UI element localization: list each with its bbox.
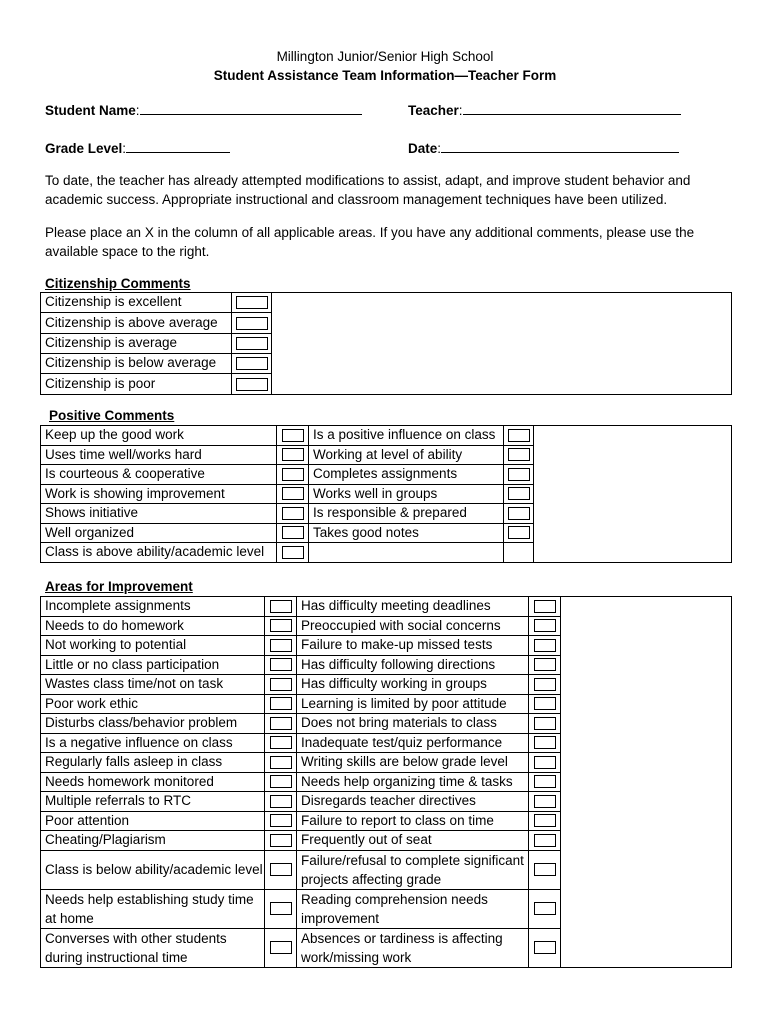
improvement-right-checkbox-cell [529,597,561,617]
positive-right-checkbox-cell [504,465,534,485]
improvement-right-checkbox[interactable] [534,795,556,808]
positive-left-label: Class is above ability/academic level [41,543,277,563]
improvement-title: Areas for Improvement [45,579,193,594]
improvement-right-label: Writing skills are below grade level [297,753,529,773]
improvement-left-label: Needs homework monitored [41,772,265,792]
citizenship-label: Citizenship is below average [41,353,232,373]
improvement-right-label: Has difficulty meeting deadlines [297,597,529,617]
improvement-right-checkbox[interactable] [534,736,556,749]
positive-right-checkbox-cell [504,523,534,543]
improvement-left-checkbox-cell [265,811,297,831]
positive-left-label: Is courteous & cooperative [41,465,277,485]
improvement-right-checkbox-cell [529,772,561,792]
school-name: Millington Junior/Senior High School [276,49,494,64]
positive-body [41,426,732,563]
improvement-right-checkbox[interactable] [534,717,556,730]
positive-left-checkbox[interactable] [282,448,304,461]
citizenship-checkbox-cell [232,353,272,373]
positive-right-checkbox[interactable] [508,429,530,442]
improvement-right-checkbox-cell [529,616,561,636]
positive-right-label: Is a positive influence on class [309,426,504,446]
positive-right-label: Completes assignments [309,465,504,485]
improvement-left-checkbox[interactable] [270,658,292,671]
positive-left-checkbox[interactable] [282,487,304,500]
improvement-right-label: Preoccupied with social concerns [297,616,529,636]
improvement-left-checkbox-cell [265,850,297,889]
improvement-right-label: Failure to make-up missed tests [297,636,529,656]
improvement-right-checkbox[interactable] [534,658,556,671]
citizenship-comments-area[interactable] [272,293,732,395]
positive-left-label: Well organized [41,523,277,543]
grade-level-row: Grade Level: [45,139,230,156]
positive-right-checkbox[interactable] [508,468,530,481]
improvement-left-checkbox-cell [265,792,297,812]
improvement-right-label: Failure/refusal to complete significant projects affecting grade [297,850,529,889]
form-title: Student Assistance Team Information—Teacher Form [213,68,557,83]
positive-comments-area[interactable] [534,426,732,563]
improvement-left-label: Is a negative influence on class [41,733,265,753]
improvement-left-checkbox-cell [265,928,297,967]
table-row [41,597,732,617]
positive-right-label: Is responsible & prepared [309,504,504,524]
improvement-right-checkbox-cell [529,655,561,675]
improvement-left-checkbox-cell [265,889,297,928]
grade-level-field[interactable] [126,139,230,153]
positive-left-checkbox-cell [277,445,309,465]
positive-left-checkbox-cell [277,523,309,543]
improvement-right-label: Learning is limited by poor attitude [297,694,529,714]
improvement-right-label: Reading comprehension needs improvement [297,889,529,928]
improvement-left-checkbox-cell [265,714,297,734]
positive-right-label: Takes good notes [309,523,504,543]
improvement-right-checkbox-cell [529,850,561,889]
intro-paragraph: To date, the teacher has already attempted modifications to assist, adapt, and improve student behavior and academic success. Appropriate instructional and classroom management techniques have been utilized. [45,173,691,207]
improvement-table [40,596,732,968]
student-name-label: Student Name [45,103,136,118]
improvement-left-checkbox-cell [265,831,297,851]
positive-left-checkbox-cell [277,465,309,485]
improvement-left-checkbox[interactable] [270,717,292,730]
improvement-left-label: Class is below ability/academic level [41,850,265,889]
improvement-right-checkbox[interactable] [534,941,556,954]
improvement-right-checkbox[interactable] [534,834,556,847]
improvement-left-checkbox[interactable] [270,941,292,954]
improvement-left-checkbox[interactable] [270,775,292,788]
grade-level-label: Grade Level [45,141,123,156]
improvement-left-checkbox-cell [265,616,297,636]
improvement-left-label: Needs to do homework [41,616,265,636]
improvement-right-label: Needs help organizing time & tasks [297,772,529,792]
improvement-left-label: Cheating/Plagiarism [41,831,265,851]
positive-left-checkbox[interactable] [282,429,304,442]
citizenship-checkbox[interactable] [236,357,268,370]
improvement-right-checkbox-cell [529,733,561,753]
positive-left-label: Uses time well/works hard [41,445,277,465]
improvement-left-label: Wastes class time/not on task [41,675,265,695]
improvement-left-checkbox-cell [265,597,297,617]
improvement-right-checkbox-cell [529,714,561,734]
positive-left-checkbox-cell [277,504,309,524]
improvement-right-checkbox-cell [529,753,561,773]
positive-right-label: Working at level of ability [309,445,504,465]
citizenship-label: Citizenship is poor [41,374,232,394]
improvement-left-checkbox-cell [265,753,297,773]
student-name-field[interactable] [140,101,362,115]
citizenship-label: Citizenship is above average [41,313,232,333]
positive-title: Positive Comments [49,408,175,423]
improvement-left-checkbox-cell [265,733,297,753]
improvement-right-checkbox[interactable] [534,863,556,876]
improvement-right-checkbox-cell [529,675,561,695]
table-row [41,426,732,446]
improvement-left-label: Needs help establishing study time at home [41,889,265,928]
positive-right-checkbox-cell [504,445,534,465]
improvement-left-label: Not working to potential [41,636,265,656]
improvement-right-checkbox-cell [529,811,561,831]
citizenship-label: Citizenship is average [41,333,232,353]
improvement-left-checkbox[interactable] [270,736,292,749]
positive-right-checkbox[interactable] [508,507,530,520]
improvement-left-checkbox[interactable] [270,639,292,652]
improvement-right-checkbox[interactable] [534,902,556,915]
citizenship-label: Citizenship is excellent [41,293,232,313]
date-field[interactable] [441,139,679,153]
improvement-left-checkbox[interactable] [270,795,292,808]
positive-left-checkbox[interactable] [282,546,304,559]
improvement-right-checkbox-cell [529,928,561,967]
improvement-left-checkbox-cell [265,772,297,792]
teacher-field[interactable] [463,101,681,115]
positive-left-checkbox-cell [277,484,309,504]
citizenship-table [40,292,732,395]
improvement-left-checkbox[interactable] [270,697,292,710]
date-row: Date: [408,139,679,156]
improvement-left-checkbox-cell [265,636,297,656]
improvement-left-checkbox[interactable] [270,600,292,613]
improvement-comments-area[interactable] [561,597,732,968]
citizenship-checkbox-cell [232,293,272,313]
improvement-right-checkbox[interactable] [534,697,556,710]
citizenship-checkbox[interactable] [236,317,268,330]
improvement-right-checkbox[interactable] [534,619,556,632]
positive-right-checkbox[interactable] [508,448,530,461]
improvement-right-checkbox-cell [529,694,561,714]
improvement-left-checkbox-cell [265,694,297,714]
improvement-right-checkbox[interactable] [534,639,556,652]
citizenship-checkbox-cell [232,374,272,394]
positive-left-label: Keep up the good work [41,426,277,446]
improvement-right-checkbox[interactable] [534,775,556,788]
improvement-right-label: Inadequate test/quiz performance [297,733,529,753]
improvement-right-checkbox[interactable] [534,678,556,691]
improvement-right-label: Disregards teacher directives [297,792,529,812]
citizenship-checkbox[interactable] [236,337,268,350]
improvement-body [41,597,732,968]
improvement-right-label: Absences or tardiness is affecting work/missing work [297,928,529,967]
positive-right-checkbox[interactable] [508,487,530,500]
improvement-right-checkbox[interactable] [534,600,556,613]
citizenship-checkbox-cell [232,333,272,353]
citizenship-title: Citizenship Comments [45,276,191,291]
improvement-right-label: Does not bring materials to class [297,714,529,734]
positive-left-label: Shows initiative [41,504,277,524]
improvement-left-checkbox[interactable] [270,814,292,827]
instructions-paragraph: Please place an X in the column of all applicable areas. If you have any additional comments, please use the available space to the right. [45,225,695,259]
positive-left-checkbox-cell [277,426,309,446]
citizenship-body [41,293,732,395]
improvement-right-checkbox[interactable] [534,756,556,769]
improvement-right-checkbox-cell [529,792,561,812]
improvement-left-checkbox[interactable] [270,834,292,847]
improvement-left-checkbox[interactable] [270,619,292,632]
teacher-label: Teacher [408,103,459,118]
positive-right-checkbox-cell [504,504,534,524]
improvement-left-label: Regularly falls asleep in class [41,753,265,773]
positive-left-checkbox-cell [277,543,309,563]
improvement-left-label: Disturbs class/behavior problem [41,714,265,734]
improvement-left-checkbox-cell [265,675,297,695]
student-name-row: Student Name: [45,101,362,118]
improvement-right-label: Has difficulty following directions [297,655,529,675]
improvement-left-label: Converses with other students during instructional time [41,928,265,967]
improvement-right-checkbox-cell [529,636,561,656]
improvement-right-label: Has difficulty working in groups [297,675,529,695]
improvement-right-label: Failure to report to class on time [297,811,529,831]
improvement-left-label: Little or no class participation [41,655,265,675]
improvement-left-checkbox-cell [265,655,297,675]
improvement-left-checkbox[interactable] [270,678,292,691]
improvement-left-label: Multiple referrals to RTC [41,792,265,812]
positive-right-checkbox-cell [504,426,534,446]
positive-right-label [309,543,504,563]
positive-right-checkbox-cell [504,484,534,504]
improvement-left-checkbox[interactable] [270,756,292,769]
positive-right-checkbox[interactable] [508,526,530,539]
positive-right-empty [504,543,534,563]
positive-table [40,425,732,563]
teacher-row: Teacher: [408,101,681,118]
positive-left-label: Work is showing improvement [41,484,277,504]
positive-left-checkbox[interactable] [282,507,304,520]
improvement-right-checkbox-cell [529,831,561,851]
citizenship-checkbox[interactable] [236,378,268,391]
positive-left-checkbox[interactable] [282,526,304,539]
improvement-left-checkbox[interactable] [270,902,292,915]
positive-right-label: Works well in groups [309,484,504,504]
improvement-left-label: Poor attention [41,811,265,831]
citizenship-checkbox-cell [232,313,272,333]
improvement-left-label: Incomplete assignments [41,597,265,617]
improvement-right-checkbox-cell [529,889,561,928]
citizenship-checkbox[interactable] [236,296,268,309]
date-label: Date [408,141,438,156]
table-row [41,293,732,313]
improvement-left-label: Poor work ethic [41,694,265,714]
improvement-right-label: Frequently out of seat [297,831,529,851]
improvement-right-checkbox[interactable] [534,814,556,827]
positive-left-checkbox[interactable] [282,468,304,481]
improvement-left-checkbox[interactable] [270,863,292,876]
